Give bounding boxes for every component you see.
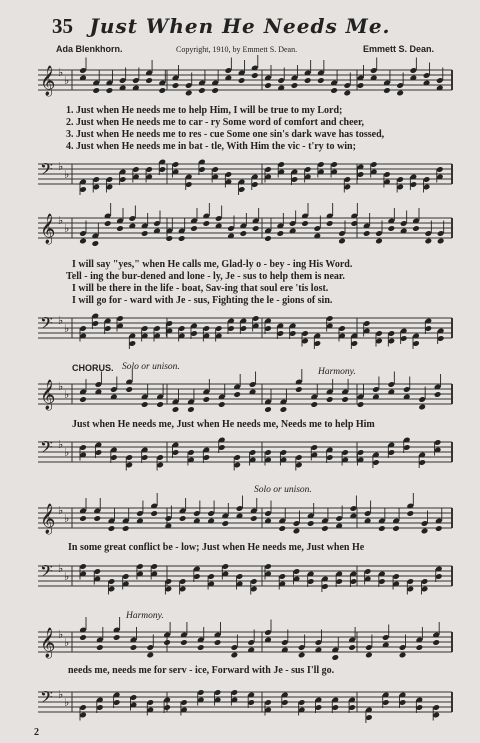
note-head bbox=[396, 90, 404, 97]
bass-clef-icon: 𝄢 bbox=[40, 159, 53, 183]
note-head bbox=[310, 401, 318, 408]
system1-verse3: 3. Just when He needs me to res - cue Some one sin's dark wave has tossed, bbox=[66, 129, 385, 140]
flat-icon: ♭ bbox=[64, 512, 70, 525]
note-head bbox=[416, 644, 424, 651]
note-head bbox=[264, 82, 272, 89]
flat-icon: ♭ bbox=[58, 380, 64, 393]
system1-bass-staff bbox=[0, 156, 480, 196]
flat-icon: ♭ bbox=[58, 214, 64, 227]
system2-treble-staff bbox=[0, 210, 480, 250]
note-head bbox=[141, 401, 149, 408]
note-head bbox=[218, 401, 226, 408]
note-head bbox=[104, 220, 112, 227]
harmony-direction-2: Harmony. bbox=[126, 611, 164, 621]
note-head bbox=[197, 644, 205, 651]
composer-credit: Emmett S. Dean. bbox=[362, 44, 434, 54]
note-head bbox=[326, 220, 334, 227]
flat-icon: ♭ bbox=[64, 168, 70, 181]
note-head bbox=[92, 87, 100, 94]
note-head bbox=[298, 652, 306, 659]
system5-bass-staff bbox=[0, 684, 480, 724]
note-head bbox=[343, 90, 351, 97]
system4-bass-staff bbox=[0, 558, 480, 598]
note-head bbox=[291, 82, 299, 89]
note-head bbox=[92, 240, 100, 247]
system1-verse4: 4. Just when He needs me in bat - tle, With Him the vic - t'ry to win; bbox=[66, 141, 356, 152]
note-head bbox=[264, 235, 272, 242]
flat-icon: ♭ bbox=[64, 222, 70, 235]
note-head bbox=[113, 634, 121, 641]
note-head bbox=[172, 82, 180, 89]
note-head bbox=[365, 652, 373, 659]
system2-verse3: I will be there in the life - boat, Sav-ing that soul ere 'tis lost. bbox=[72, 283, 329, 294]
bass-clef-icon: 𝄢 bbox=[40, 437, 53, 461]
flat-icon: ♭ bbox=[58, 688, 64, 701]
note-head bbox=[190, 225, 198, 232]
note-head bbox=[425, 238, 433, 245]
system3-bass-staff bbox=[0, 434, 480, 474]
author-credit: Ada Blenkhorn. bbox=[56, 44, 123, 54]
note-head bbox=[392, 525, 400, 532]
note-head bbox=[357, 401, 365, 408]
note-head bbox=[326, 396, 334, 403]
chorus-lyric-line3: needs me, needs me for serv - ice, Forward with Je - sus I'll go. bbox=[68, 665, 335, 676]
system2-verse4: I will go for - ward with Je - sus, Fighting the le - gions of sin. bbox=[72, 295, 333, 306]
note-head bbox=[203, 396, 211, 403]
system2-verse1: I will say "yes," when He calls me, Glad-ly o - bey - ing His Word. bbox=[72, 259, 353, 270]
solo-direction-2: Solo or unison. bbox=[254, 485, 312, 495]
note-head bbox=[317, 77, 325, 84]
chorus-label: CHORUS. bbox=[72, 363, 114, 373]
note-head bbox=[214, 639, 222, 646]
note-head bbox=[93, 515, 101, 522]
flat-icon: ♭ bbox=[58, 504, 64, 517]
note-head bbox=[330, 87, 338, 94]
treble-clef-icon: 𝄞 bbox=[40, 504, 56, 534]
flat-icon: ♭ bbox=[64, 388, 70, 401]
note-head bbox=[399, 652, 407, 659]
note-head bbox=[251, 72, 259, 79]
note-head bbox=[341, 396, 349, 403]
flat-icon: ♭ bbox=[64, 636, 70, 649]
system5-treble-staff bbox=[0, 624, 480, 664]
flat-icon: ♭ bbox=[64, 570, 70, 583]
note-head bbox=[231, 652, 239, 659]
note-head bbox=[264, 406, 272, 413]
note-head bbox=[295, 386, 303, 393]
note-head bbox=[125, 386, 133, 393]
note-head bbox=[418, 404, 426, 411]
note-head bbox=[122, 525, 130, 532]
note-head bbox=[378, 525, 386, 532]
page-number: 35 bbox=[52, 14, 73, 38]
flat-icon: ♭ bbox=[64, 74, 70, 87]
note-head bbox=[293, 528, 301, 535]
note-head bbox=[79, 396, 87, 403]
note-head bbox=[163, 639, 171, 646]
note-head bbox=[96, 644, 104, 651]
note-head bbox=[278, 525, 286, 532]
flat-icon: ♭ bbox=[58, 314, 64, 327]
note-head bbox=[145, 77, 153, 84]
flat-icon: ♭ bbox=[58, 160, 64, 173]
note-head bbox=[141, 230, 149, 237]
bass-clef-icon: 𝄢 bbox=[40, 561, 53, 585]
note-head bbox=[203, 220, 211, 227]
note-head bbox=[172, 406, 180, 413]
flat-icon: ♭ bbox=[58, 66, 64, 79]
note-head bbox=[252, 225, 260, 232]
note-head bbox=[240, 230, 248, 237]
note-head bbox=[363, 230, 371, 237]
note-head bbox=[187, 406, 195, 413]
bass-clef-icon: 𝄢 bbox=[40, 313, 53, 337]
solo-direction: Solo or unison. bbox=[122, 362, 180, 372]
flat-icon: ♭ bbox=[58, 628, 64, 641]
note-head bbox=[348, 644, 356, 651]
system3-treble-staff bbox=[0, 376, 480, 416]
flat-icon: ♭ bbox=[58, 562, 64, 575]
flat-icon: ♭ bbox=[64, 696, 70, 709]
treble-clef-icon: 𝄞 bbox=[40, 214, 56, 244]
note-head bbox=[277, 230, 285, 237]
note-head bbox=[331, 654, 339, 661]
note-head bbox=[211, 87, 219, 94]
chorus-lyric-line2: In some great conflict be - low; Just when He needs me, Just when He bbox=[68, 542, 365, 553]
note-head bbox=[79, 238, 87, 245]
system2-bass-staff bbox=[0, 310, 480, 350]
system4-treble-staff bbox=[0, 500, 480, 540]
note-head bbox=[106, 87, 114, 94]
note-head bbox=[185, 90, 193, 97]
note-head bbox=[432, 639, 440, 646]
note-head bbox=[321, 525, 329, 532]
note-head bbox=[406, 510, 414, 517]
note-head bbox=[179, 515, 187, 522]
note-head bbox=[437, 238, 445, 245]
note-head bbox=[435, 525, 443, 532]
system1-treble-staff bbox=[0, 62, 480, 102]
note-head bbox=[116, 225, 124, 232]
note-head bbox=[375, 238, 383, 245]
note-head bbox=[238, 77, 246, 84]
note-head bbox=[388, 225, 396, 232]
note-head bbox=[434, 391, 442, 398]
treble-clef-icon: 𝄞 bbox=[40, 628, 56, 658]
harmony-direction: Harmony. bbox=[318, 367, 356, 377]
note-head bbox=[412, 225, 420, 232]
note-head bbox=[250, 515, 258, 522]
system1-verse2: 2. Just when He needs me to car - ry Some word of comfort and cheer, bbox=[66, 117, 365, 128]
flat-icon: ♭ bbox=[58, 438, 64, 451]
note-head bbox=[421, 528, 429, 535]
note-head bbox=[180, 639, 188, 646]
note-head bbox=[307, 520, 315, 527]
note-head bbox=[156, 401, 164, 408]
system2-verse2: Tell - ing the bur-dened and lone - ly, Je - sus to help them is near. bbox=[66, 271, 345, 282]
note-head bbox=[146, 652, 154, 659]
treble-clef-icon: 𝄞 bbox=[40, 380, 56, 410]
chorus-lyric-line1: Just when He needs me, Just when He needs me, Needs me to help Him bbox=[72, 419, 375, 430]
note-head bbox=[280, 406, 288, 413]
note-head bbox=[221, 520, 229, 527]
note-head bbox=[130, 644, 138, 651]
flat-icon: ♭ bbox=[64, 446, 70, 459]
footer-signature-number: 2 bbox=[34, 727, 39, 738]
bass-clef-icon: 𝄢 bbox=[40, 687, 53, 711]
note-head bbox=[150, 510, 158, 517]
hymn-title: Just When He Needs Me. bbox=[89, 14, 391, 38]
note-head bbox=[79, 634, 87, 641]
flat-icon: ♭ bbox=[64, 322, 70, 335]
copyright-notice: Copyright, 1910, by Emmett S. Dean. bbox=[176, 45, 298, 54]
note-head bbox=[383, 87, 391, 94]
system1-verse1: 1. Just when He needs me to help Him, I will be true to my Lord; bbox=[66, 105, 343, 116]
note-head bbox=[178, 235, 186, 242]
note-head bbox=[233, 391, 241, 398]
note-head bbox=[158, 87, 166, 94]
note-head bbox=[304, 77, 312, 84]
treble-clef-icon: 𝄞 bbox=[40, 66, 56, 96]
note-head bbox=[198, 87, 206, 94]
note-head bbox=[108, 525, 116, 532]
note-head bbox=[79, 515, 87, 522]
note-head bbox=[301, 220, 309, 227]
note-head bbox=[338, 238, 346, 245]
note-head bbox=[357, 82, 365, 89]
